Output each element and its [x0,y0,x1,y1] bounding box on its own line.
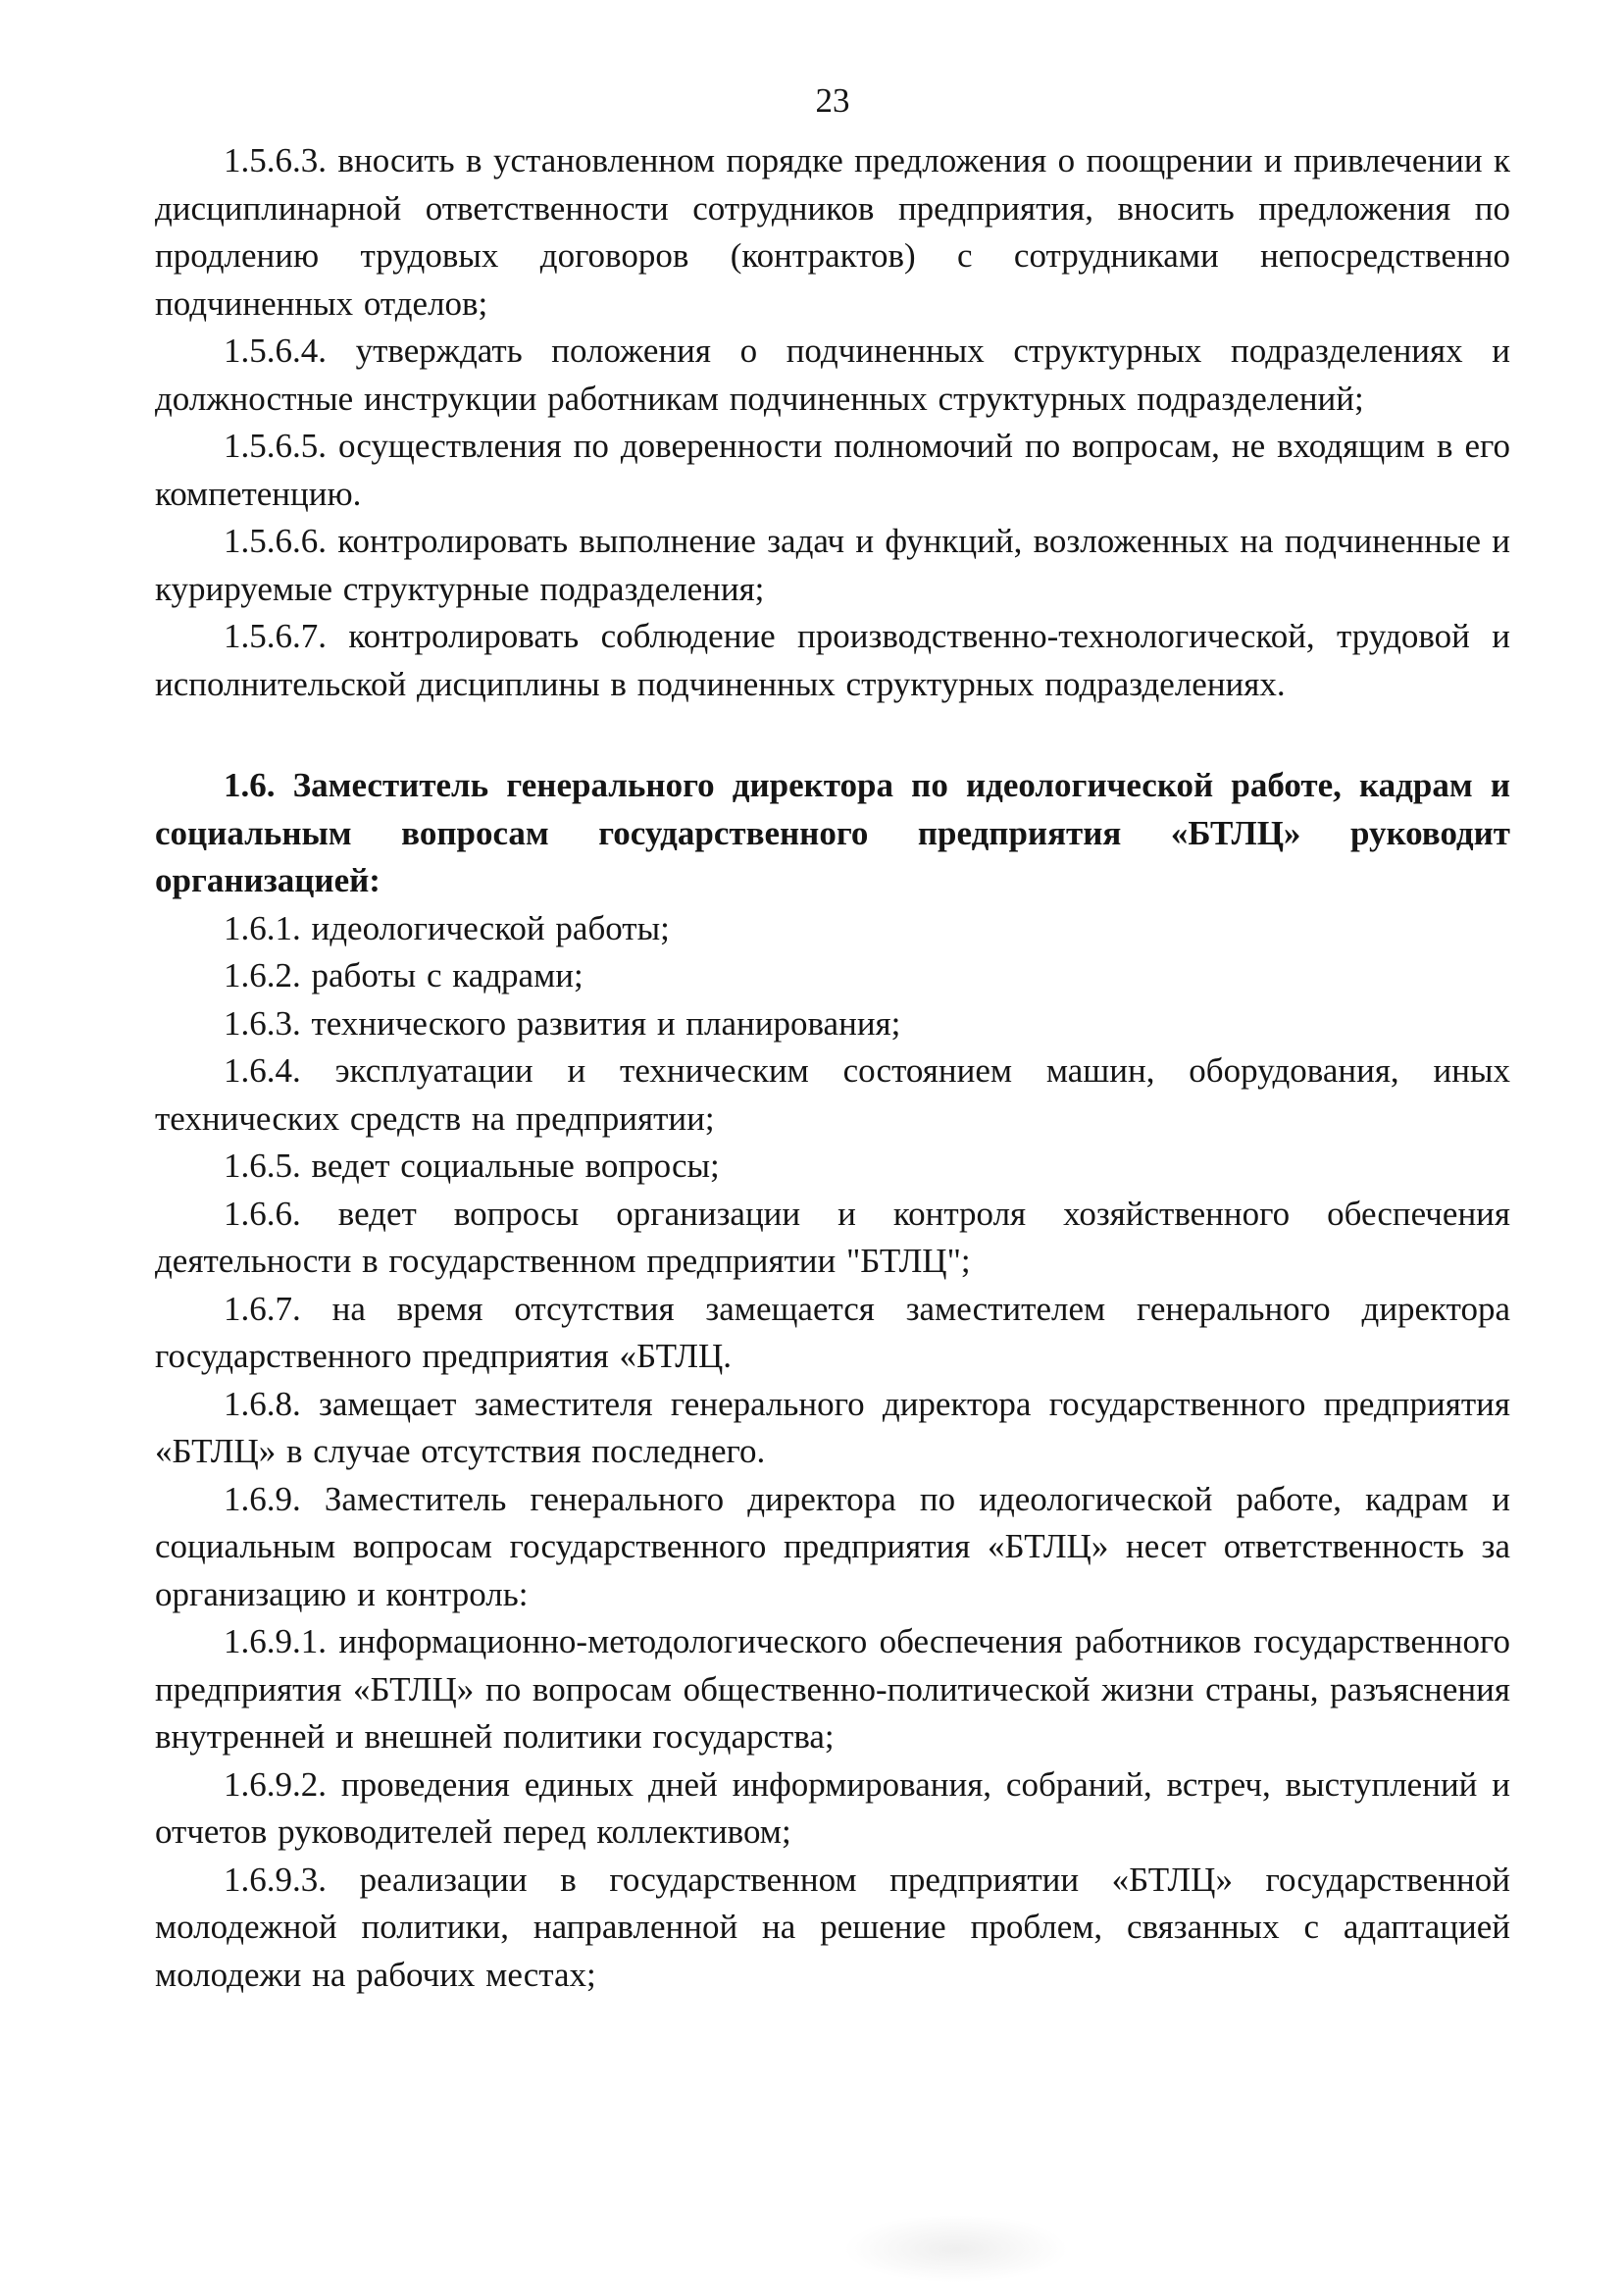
paragraph-1-5-6-5: 1.5.6.5. осуществления по доверенности полномочий по вопросам, не входящим в его компетенцию. [155,427,1510,513]
paragraph-1-5-6-7: 1.5.6.7. контролировать соблюдение производственно-технологической, трудовой и исполнительской дисциплины в подчиненных структурных подразделениях. [155,617,1510,703]
paragraph-1-6-2: 1.6.2. работы с кадрами; [224,956,584,994]
paragraph-1-6-4: 1.6.4. эксплуатации и техническим состоянием машин, оборудования, иных технических средств на предприятии; [155,1051,1510,1138]
scan-artifact-smudge [843,2215,1069,2283]
paragraph-1-6-9-3: 1.6.9.3. реализации в государственном предприятии «БТЛЦ» государственной молодежной политики, направленной на решение проблем, связанных с адаптацией молодежи на рабочих местах; [155,1860,1510,1994]
paragraph-1-5-6-4: 1.5.6.4. утверждать положения о подчиненных структурных подразделениях и должностные инструкции работникам подчиненных структурных подразделений; [155,331,1510,418]
page-number: 23 [815,81,850,120]
paragraph-1-6-9-1: 1.6.9.1. информационно-методологического обеспечения работников государственного предприятия «БТЛЦ» по вопросам общественно-политической жизни страны, разъяснения внутренней и внешней политики государства; [155,1622,1510,1756]
paragraph-1-5-6-6: 1.5.6.6. контролировать выполнение задач и функций, возложенных на подчиненные и курируемые структурные подразделения; [155,522,1510,608]
paragraph-1-6-7: 1.6.7. на время отсутствия замещается заместителем генерального директора государственного предприятия «БТЛЦ. [155,1289,1510,1375]
paragraph-1-6-1: 1.6.1. идеологической работы; [224,908,670,947]
paragraph-1-5-6-3: 1.5.6.3. вносить в установленном порядке предложения о поощрении и привлечении к дисциплинарной ответственности сотрудников предприятия, вносить предложения по продлению трудовых договоров (контрактов) с сотрудниками непосредственно подчиненных отделов; [155,141,1510,323]
paragraph-1-6-5: 1.6.5. ведет социальные вопросы; [224,1147,720,1185]
text-block [155,80,1510,1999]
paragraph-1-6-8: 1.6.8. замещает заместителя генерального директора государственного предприятия «БТЛЦ» в случае отсутствия последнего. [155,1384,1510,1470]
paragraph-1-6-9-2: 1.6.9.2. проведения единых дней информирования, собраний, встреч, выступлений и отчетов руководителей перед коллективом; [155,1764,1510,1851]
paragraph-1-6-3: 1.6.3. технического развития и планирования; [224,1003,901,1043]
paragraph-1-6-6: 1.6.6. ведет вопросы организации и контроля хозяйственного обеспечения деятельности в государственном предприятии "БТЛЦ"; [155,1194,1510,1280]
paragraph-1-6-9: 1.6.9. Заместитель генерального директора по идеологической работе, кадрам и социальным вопросам государственного предприятия «БТЛЦ» несет ответственность за организацию и контроль: [155,1479,1510,1613]
section-heading-1-6: 1.6. Заместитель генерального директора по идеологической работе, кадрам и социальным вопросам государственного предприятия «БТЛЦ» руководит организацией: [155,766,1510,899]
